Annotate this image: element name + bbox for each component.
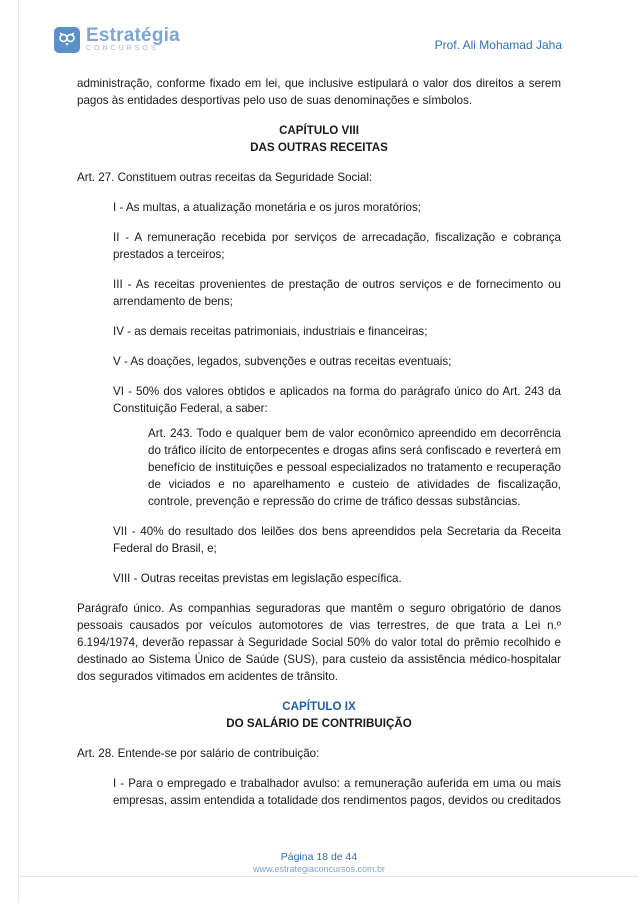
item-ii: II - A remuneração recebida por serviços de arrecadação, fiscalização e cobrança prestados a terceiros; — [113, 231, 561, 261]
item-i: I - As multas, a atualização monetária e os juros moratórios; — [113, 201, 422, 214]
document-body — [77, 75, 561, 809]
chapter-viii-subtitle: DAS OUTRAS RECEITAS — [250, 141, 388, 154]
paragrafo-unico: Parágrafo único. As companhias seguradoras que mantêm o seguro obrigatório de danos pessoais causados por veículos automotores de vias terrestres, de que trata a Lei n.º 6.194/1974, deverão repassar à Seguridade Social 50% do valor total do prêmio recolhido e destinado ao Sistema Único de Saúde (SUS), para custeio da assistência médico-hospitalar dos segurados vitimados em acidentes de trânsito. — [77, 602, 561, 683]
chapter-viii-title: CAPÍTULO VIII — [279, 124, 359, 137]
art-28-item-i: I - Para o empregado e trabalhador avulso: a remuneração auferida em uma ou mais empresas, assim entendida a totalidade dos rendimentos pagos, devidos ou creditados — [113, 777, 561, 807]
art-243-quote: Art. 243. Todo e qualquer bem de valor econômico apreendido em decorrência do tráfico ilícito de entorpecentes e drogas afins será confiscado e reverterá em benefício de instituições e pessoal especializados no tratamento e recuperação de viciados e no aparelhamento e custeio de atividades de fiscalização, controle, prevenção e repressão do crime de tráfico dessas substâncias. — [148, 427, 561, 508]
page-number: Página 18 de 44 — [280, 851, 358, 863]
item-viii: VIII - Outras receitas previstas em legislação específica. — [113, 572, 402, 585]
page-border-bottom — [18, 876, 638, 877]
chapter-ix-title: CAPÍTULO IX — [282, 700, 356, 713]
logo-name: Estratégia — [86, 25, 180, 46]
item-iv: IV - as demais receitas patrimoniais, industriais e financeiras; — [113, 325, 428, 338]
art-27: Art. 27. Constituem outras receitas da Seguridade Social: — [77, 171, 373, 184]
logo-subtitle: CONCURSOS — [86, 45, 159, 52]
chapter-ix-subtitle: DO SALÁRIO DE CONTRIBUIÇÃO — [226, 717, 412, 730]
item-v: V - As doações, legados, subvenções e outras receitas eventuais; — [113, 355, 452, 368]
intro-paragraph: administração, conforme fixado em lei, que inclusive estipulará o valor dos direitos a serem pagos às entidades desportivas pelo uso de suas denominações e símbolos. — [77, 77, 561, 107]
brand-logo — [54, 26, 180, 54]
item-vii: VII - 40% do resultado dos leilões dos bens apreendidos pela Secretaria da Receita Federal do Brasil, e; — [113, 525, 561, 555]
item-vi: VI - 50% dos valores obtidos e aplicados na forma do parágrafo único do Art. 243 da Constituição Federal, a saber: — [113, 385, 561, 415]
footer-url: www.estrategiaconcursos.com.br — [252, 864, 386, 874]
art-28: Art. 28. Entende-se por salário de contribuição: — [77, 747, 320, 760]
owl-logo-icon — [54, 27, 80, 53]
item-iii: III - As receitas provenientes de prestação de outros serviços e de fornecimento ou arrendamento de bens; — [113, 278, 561, 308]
page-border-left — [18, 0, 19, 903]
author-name: Prof. Ali Mohamad Jaha — [434, 38, 562, 52]
